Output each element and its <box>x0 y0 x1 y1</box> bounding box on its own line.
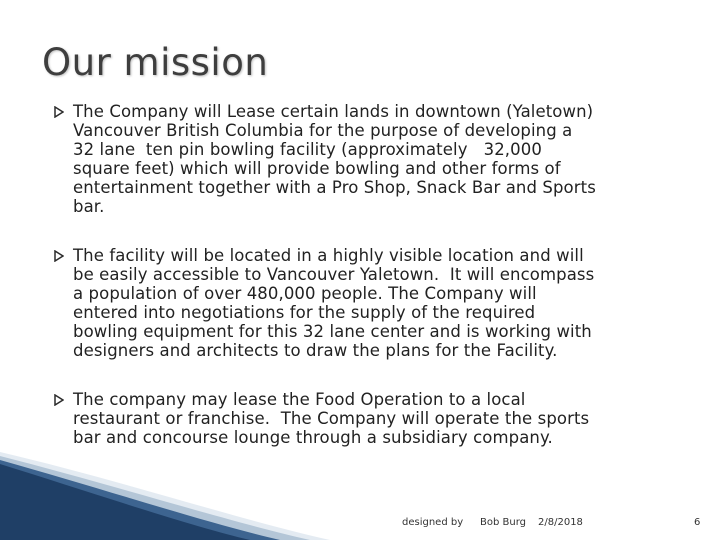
triangle-bullet-icon <box>54 394 64 406</box>
bullet-2-line-6: designers and architects to draw the plans for the Facility. <box>73 341 558 360</box>
bullet-1-line-1: The Company will Lease certain lands in downtown (Yaletown) <box>73 102 594 121</box>
bullet-3-line-1: The company may lease the Food Operation to a local <box>73 390 526 409</box>
slide-title: Our mission <box>42 41 269 84</box>
bullet-2-line-2: be easily accessible to Vancouver Yaletown. It will encompass <box>73 265 595 284</box>
bullet-3-line-2: restaurant or franchise. The Company will operate the sports <box>73 409 590 428</box>
bullet-1-line-6: bar. <box>73 197 105 216</box>
triangle-bullet-icon <box>54 106 64 118</box>
bullet-2-line-5: bowling equipment for this 32 lane center and is working with <box>73 322 592 341</box>
footer-author: Bob Burg <box>480 517 526 528</box>
bullet-2-line-3: a population of over 480,000 people. The Company will <box>73 284 537 303</box>
bullet-2-line-1: The facility will be located in a highly visible location and will <box>73 246 584 265</box>
footer-designed-by: designed by <box>402 517 464 528</box>
bullet-2-line-4: entered into negotiations for the supply of the required <box>73 303 536 322</box>
triangle-bullet-icon <box>54 250 64 262</box>
bullet-1-line-5: entertainment together with a Pro Shop, Snack Bar and Sports <box>73 178 596 197</box>
bullet-1-line-3: 32 lane ten pin bowling facility (approximately 32,000 <box>73 140 542 159</box>
page-number: 6 <box>694 517 701 528</box>
bullet-1-line-4: square feet) which will provide bowling and other forms of <box>73 159 561 178</box>
bullet-3-line-3: bar and concourse lounge through a subsidiary company. <box>73 428 553 447</box>
bullet-1-line-2: Vancouver British Columbia for the purpose of developing a <box>73 121 573 140</box>
footer-date: 2/8/2018 <box>538 517 583 528</box>
